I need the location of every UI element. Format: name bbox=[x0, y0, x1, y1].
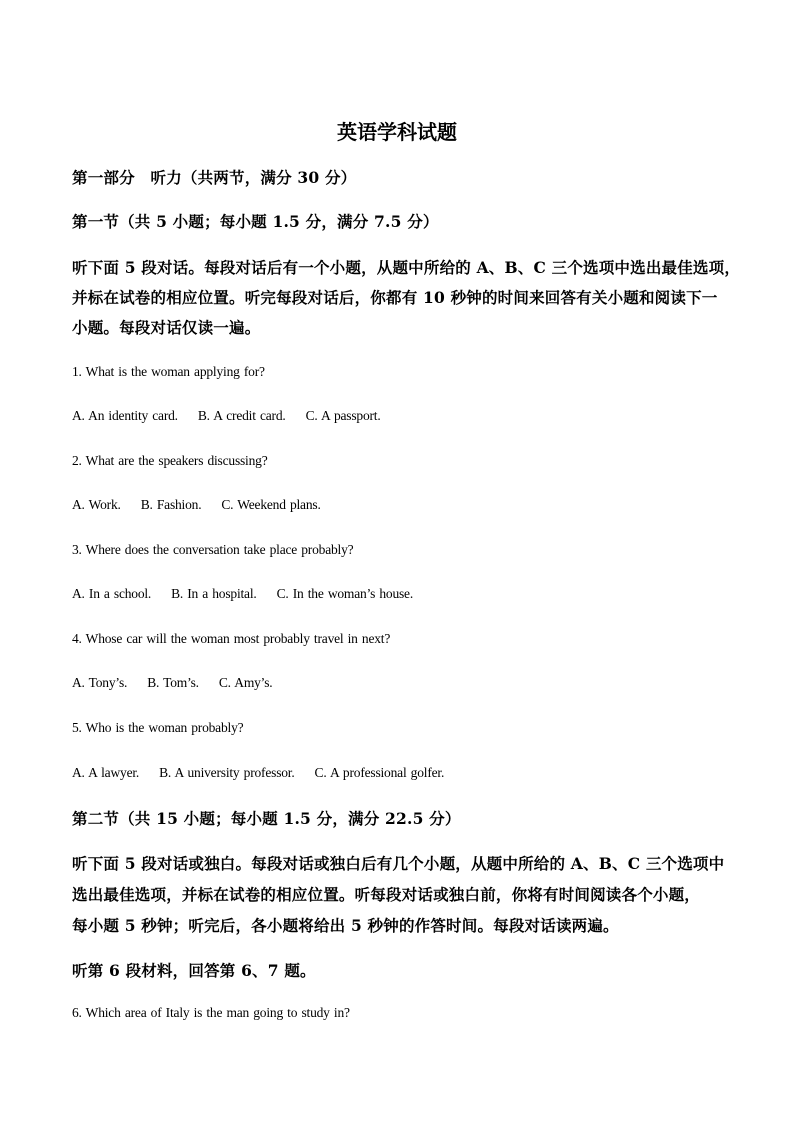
question-3: 3. Where does the conversation take place probably? bbox=[72, 542, 354, 557]
option-b: B. A credit card. bbox=[197, 408, 286, 423]
option-b: B. Tom’s. bbox=[147, 675, 199, 690]
question-3-options bbox=[72, 586, 413, 602]
option-b: B. In a hospital. bbox=[171, 586, 257, 601]
option-a: A. A lawyer. bbox=[72, 765, 140, 780]
section1-instruction-line: 听下面 5 段对话。每段对话后有一个小题，从题中所给的 A、B、C 三个选项中选出最佳选项， bbox=[72, 258, 741, 277]
question-1-options bbox=[72, 408, 381, 424]
option-a: A. An identity card. bbox=[72, 408, 178, 423]
part1-heading: 第一部分 听力（共两节，满分 30 分） bbox=[72, 168, 357, 187]
question-1: 1. What is the woman applying for? bbox=[72, 364, 265, 379]
question-6: 6. Which area of Italy is the man going to study in? bbox=[72, 1005, 350, 1020]
question-5: 5. Who is the woman probably? bbox=[72, 720, 244, 735]
section1-instruction-line: 并标在试卷的相应位置。听完每段对话后，你都有 10 秒钟的时间来回答有关小题和阅读下一 bbox=[72, 288, 718, 307]
material-heading: 听第 6 段材料，回答第 6、7 题。 bbox=[72, 961, 316, 980]
option-a: A. In a school. bbox=[72, 586, 152, 601]
section2-instruction-line: 听下面 5 段对话或独白。每段对话或独白后有几个小题，从题中所给的 A、B、C 三个选项中 bbox=[72, 854, 725, 873]
question-2-options bbox=[72, 497, 321, 513]
section1-instruction-line: 小题。每段对话仅读一遍。 bbox=[72, 318, 261, 337]
question-4-options bbox=[72, 675, 272, 691]
section2-instruction-line: 每小题 5 秒钟；听完后，各小题将给出 5 秒钟的作答时间。每段对话读两遍。 bbox=[72, 916, 619, 935]
section2-heading: 第二节（共 15 小题；每小题 1.5 分，满分 22.5 分） bbox=[72, 809, 461, 828]
option-c: C. A passport. bbox=[305, 408, 381, 423]
section1-heading: 第一节（共 5 小题；每小题 1.5 分，满分 7.5 分） bbox=[72, 212, 439, 231]
section2-instruction-line: 选出最佳选项，并标在试卷的相应位置。听每段对话或独白前，你将有时间阅读各个小题， bbox=[72, 885, 701, 904]
page-title: 英语学科试题 bbox=[337, 120, 457, 144]
option-c: C. In the woman’s house. bbox=[276, 586, 414, 601]
question-4: 4. Whose car will the woman most probably travel in next? bbox=[72, 631, 391, 646]
option-c: C. A professional golfer. bbox=[314, 765, 445, 780]
option-c: C. Amy’s. bbox=[218, 675, 273, 690]
option-b: B. Fashion. bbox=[140, 497, 202, 512]
question-5-options bbox=[72, 765, 444, 781]
option-a: A. Tony’s. bbox=[72, 675, 128, 690]
option-a: A. Work. bbox=[72, 497, 121, 512]
option-b: B. A university professor. bbox=[159, 765, 295, 780]
question-2: 2. What are the speakers discussing? bbox=[72, 453, 268, 468]
option-c: C. Weekend plans. bbox=[221, 497, 321, 512]
